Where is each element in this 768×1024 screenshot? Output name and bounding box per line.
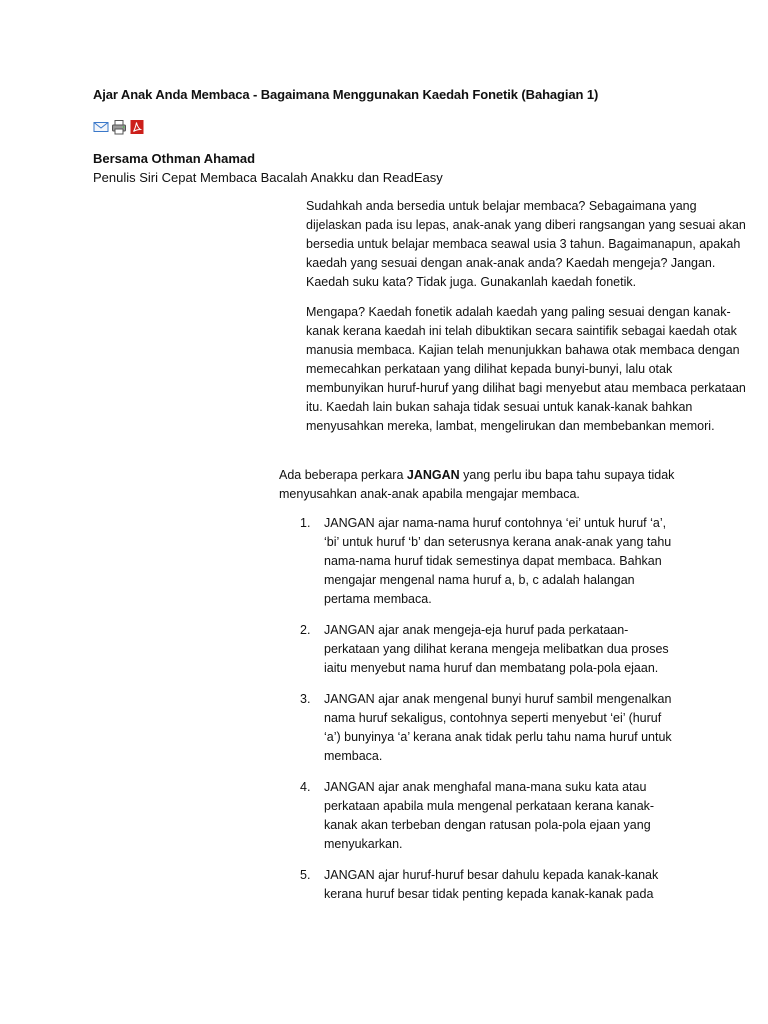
list-item bbox=[300, 621, 680, 678]
list-item bbox=[300, 866, 680, 904]
print-icon[interactable] bbox=[111, 119, 127, 135]
email-icon[interactable] bbox=[93, 119, 109, 135]
intro-text-before: Ada beberapa perkara bbox=[279, 468, 407, 482]
list-item bbox=[300, 778, 680, 854]
list-item-number: 2. bbox=[300, 623, 311, 637]
pdf-icon[interactable] bbox=[129, 119, 145, 135]
list-item bbox=[300, 690, 680, 766]
list-item-text: JANGAN ajar anak mengeja-eja huruf pada perkataan-perkataan yang dilihat kerana mengeja melibatkan dua proses iaitu menyebut nama huruf dan membatang pola-pola ejaan. bbox=[324, 623, 669, 675]
author-subtitle: Penulis Siri Cepat Membaca Bacalah Anakku dan ReadEasy bbox=[93, 170, 443, 185]
paragraph-1: Sudahkah anda bersedia untuk belajar membaca? Sebagaimana yang dijelaskan pada isu lepas, anak-anak yang diberi rangsangan yang sesuai akan bersedia untuk belajar membaca seawal usia 3 tahun. Bagaimanapun, apakah kaedah yang sesuai dengan anak-anak anda? Kaedah mengeja? Jangan. Kaedah suku kata? Tidak juga. Gunakanlah kaedah fonetik. bbox=[306, 199, 746, 289]
document-title: Ajar Anak Anda Membaca - Bagaimana Menggunakan Kaedah Fonetik (Bahagian 1) bbox=[93, 87, 599, 102]
list-item-text: JANGAN ajar huruf-huruf besar dahulu kepada kanak-kanak kerana huruf besar tidak penting kepada kanak-kanak pada bbox=[324, 868, 659, 901]
intro-paragraph bbox=[279, 466, 679, 504]
list-item bbox=[300, 514, 680, 609]
list-item-text: JANGAN ajar anak menghafal mana-mana suku kata atau perkataan apabila mula mengenal perkataan kerana kanak-kanak akan terbeban dengan ratusan pola-pola ejaan yang menyukarkan. bbox=[324, 780, 655, 851]
intro-text-after: yang perlu ibu bapa tahu supaya tidak menyusahkan anak-anak apabila mengajar membaca. bbox=[279, 468, 675, 501]
author-line: Bersama Othman Ahamad bbox=[93, 151, 256, 166]
list-item-number: 3. bbox=[300, 692, 311, 706]
list-item-text: JANGAN ajar anak mengenal bunyi huruf sambil mengenalkan nama huruf sekaligus, contohnya seperti menyebut ‘ei’ (huruf ‘a’) bunyinya ‘a’ kerana anak tidak perlu tahu nama huruf untuk membaca. bbox=[324, 692, 672, 763]
list-item-number: 1. bbox=[300, 516, 311, 530]
rules-list bbox=[300, 514, 680, 916]
list-item-number: 5. bbox=[300, 868, 311, 882]
paragraph-2: Mengapa? Kaedah fonetik adalah kaedah yang paling sesuai dengan kanak-kanak kerana kaedah ini telah dibuktikan secara saintifik sebagai kaedah otak manusia membaca. Kajian telah menunjukkan bahawa otak membaca dengan memecahkan perkataan yang dilihat kepada bunyi-bunyi, lalu otak membunyikan huruf-huruf yang dilihat bagi menyebut atau membaca perkataan itu. Kaedah lain bukan sahaja tidak sesuai untuk kanak-kanak bahkan menyusahkan mereka, lambat, mengelirukan dan membebankan memori. bbox=[306, 305, 746, 433]
intro-text-bold: JANGAN bbox=[406, 468, 460, 482]
share-icons bbox=[93, 119, 145, 135]
list-item-number: 4. bbox=[300, 780, 311, 794]
list-item-text: JANGAN ajar nama-nama huruf contohnya ‘ei’ untuk huruf ‘a’, ‘bi’ untuk huruf ‘b’ dan seterusnya kerana anak-anak yang tahu nama-nama huruf tidak semestinya dapat membaca. Bahkan mengajar mengenal nama huruf a, b, c adalah halangan pertama membaca. bbox=[324, 516, 672, 606]
